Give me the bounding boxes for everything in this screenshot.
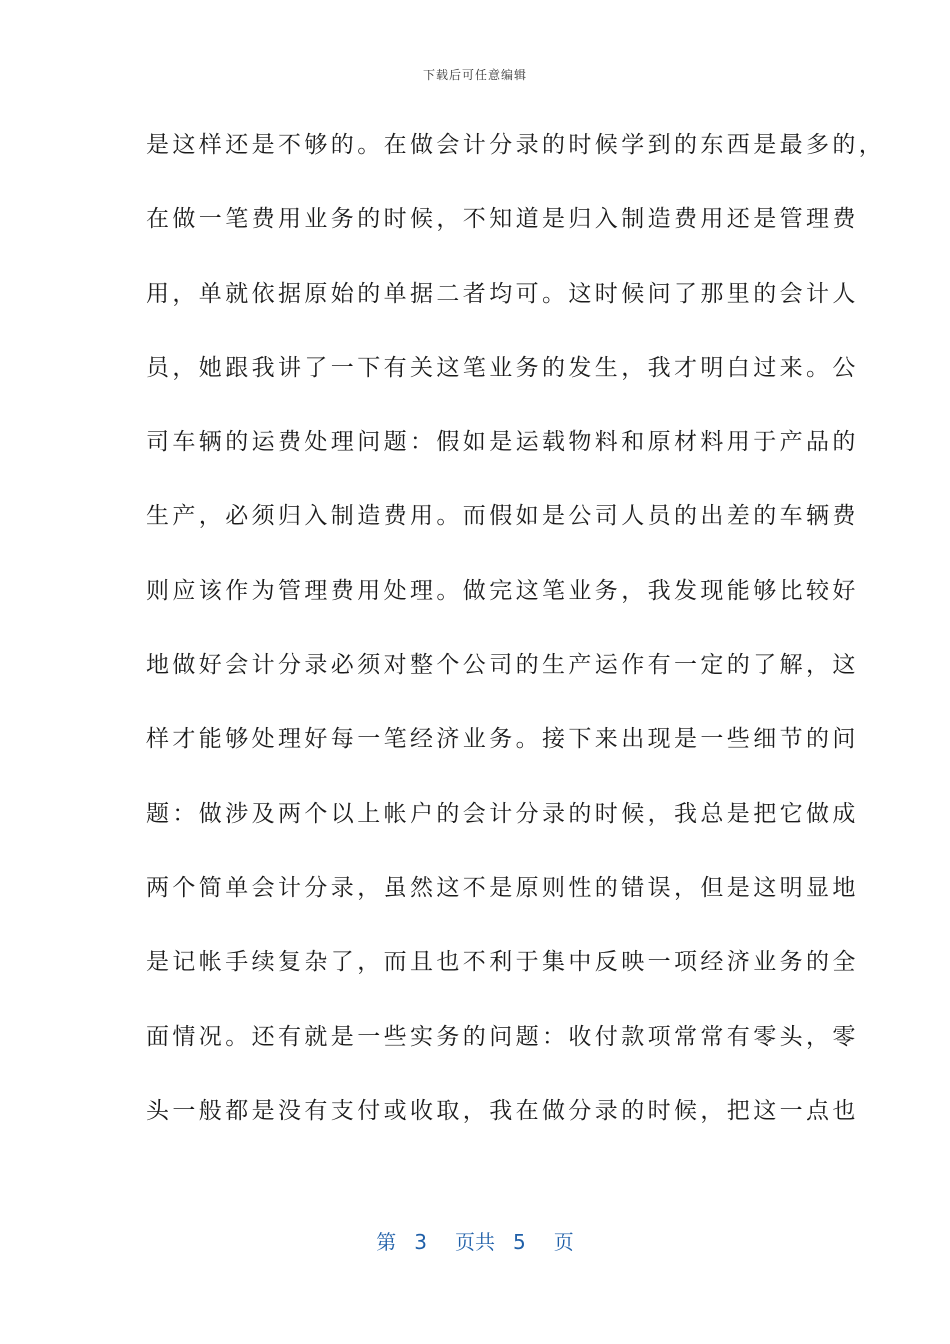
document-body [146, 125, 886, 1165]
text-line: 生产，必须归入制造费用。而假如是公司人员的出差的车辆费 [146, 503, 859, 530]
text-line: 是这样还是不够的。在做会计分录的时候学到的东西是最多的， [146, 132, 886, 158]
total-pages-number: 5 [513, 1230, 526, 1254]
text-line: 则应该作为管理费用处理。做完这笔业务，我发现能够比较好 [146, 577, 859, 604]
page-suffix: 页 [553, 1230, 574, 1254]
current-page-number: 3 [414, 1230, 427, 1254]
page-footer [0, 1226, 950, 1255]
page-prefix: 第 [376, 1230, 397, 1254]
text-line: 员，她跟我讲了一下有关这笔业务的发生，我才明白过来。公 [146, 354, 859, 381]
text-line: 在做一笔费用业务的时候，不知道是归入制造费用还是管理费 [146, 206, 859, 233]
text-line: 样才能够处理好每一笔经济业务。接下来出现是一些细节的问 [146, 726, 859, 753]
text-line: 是记帐手续复杂了，而且也不利于集中反映一项经济业务的全 [146, 949, 859, 976]
text-line: 地做好会计分录必须对整个公司的生产运作有一定的了解，这 [146, 652, 859, 679]
text-line: 用，单就依据原始的单据二者均可。这时候问了那里的会计人 [146, 280, 859, 307]
text-line: 面情况。还有就是一些实务的问题：收付款项常常有零头，零 [146, 1023, 859, 1050]
page-middle-label: 页共 [455, 1230, 495, 1254]
text-line: 两个简单会计分录，虽然这不是原则性的错误，但是这明显地 [146, 874, 859, 901]
text-line: 司车辆的运费处理问题：假如是运载物料和原材料用于产品的 [146, 429, 859, 456]
text-line: 题：做涉及两个以上帐户的会计分录的时候，我总是把它做成 [146, 800, 859, 827]
text-line: 头一般都是没有支付或收取，我在做分录的时候，把这一点也 [146, 1097, 859, 1124]
page-header: 下载后可任意编辑 [422, 68, 527, 82]
